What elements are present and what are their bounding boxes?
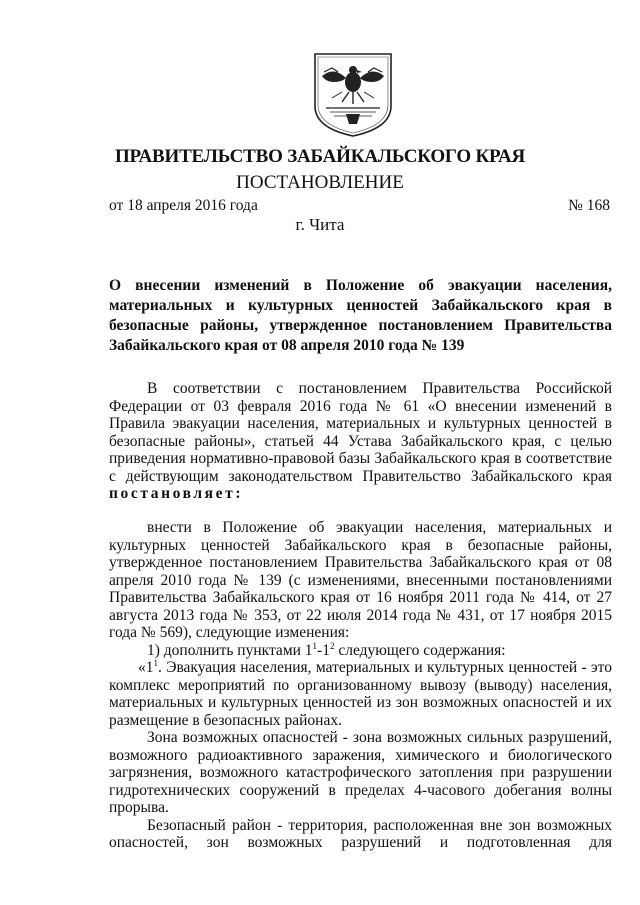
preamble-paragraph [109,380,612,503]
definition-danger-zone: Зона возможных опасностей - зона возможных сильных разрушений, возможного радиоактивного заражения, химического и биологического загрязнения, возможного катастрофического затопления при разрушении гидротехнических сооружений в пределах 4-часового добегания волны прорыва. [109,729,612,816]
definition-evacuation [109,659,612,729]
definition-1-open: «1 [138,659,154,676]
item-1-text: 1) дополнить пунктами 1 [147,641,313,659]
item-1-after: следующего содержания: [334,641,506,659]
item-1-sup-2: 2 [329,640,335,651]
document-type: ПОСТАНОВЛЕНИЕ [236,172,404,193]
item-1-sup-1: 1 [312,640,318,651]
item-1-dash: -1 [317,641,330,659]
definition-1-sup: 1 [153,657,158,668]
decision-paragraph: внести в Положение об эвакуации населения, материальных и культурных ценностей Забайкальского края в безопасные районы, утвержденное постановлением Правительства Забайкальского края от 08 апреля 2010 года № 139 (с изменениями, внесенными постановлениями Правительства Забайкальского края от 16 ноября 2011 года № 414, от 27 августа 2013 года № 353, от 22 июля 2014 года № 431, от 17 ноября 2015 года № 569), следующие изменения: [109,519,612,641]
preamble-text: В соответствии с постановлением Правительства Российской Федерации от 03 февраля 2016 года № 61 «О внесении изменений в Правила эвакуации населения, материальных и культурных ценностей в безопасные районы», статьей 44 Устава Забайкальского края, с целью приведения нормативно-правовой базы Забайкальского края в соответствие с действующим законодательством Правительство Забайкальского края [109,380,612,485]
definition-1-text: . Эвакуация населения, материальных и культурных ценностей - это комплекс мероприятий по организованному вывозу (выводу) населения, материальных и культурных ценностей из зон возможных опасностей и их размещение в безопасных районах. [109,659,612,729]
preamble-keyword: постановляет: [109,485,244,502]
preamble-section [109,380,612,503]
decision-section [109,519,612,852]
coat-of-arms-emblem [312,52,394,138]
document-number: № 168 [568,197,610,214]
item-1-paragraph [109,642,612,660]
organization-heading: ПРАВИТЕЛЬСТВО ЗАБАЙКАЛЬСКОГО КРАЯ [114,146,526,167]
document-date: от 18 апреля 2016 года [109,197,258,214]
definition-safe-area: Безопасный район - территория, расположенная вне зон возможных опасностей, зон возможных разрушений и подготовленная для [109,816,612,851]
document-title: О внесении изменений в Положение об эвакуации населения, материальных и культурных ценностей Забайкальского края в безопасные районы, утвержденное постановлением Правительства Забайкальского края от 08 апреля 2010 года № 139 [109,277,612,354]
document-city: г. Чита [295,215,345,234]
